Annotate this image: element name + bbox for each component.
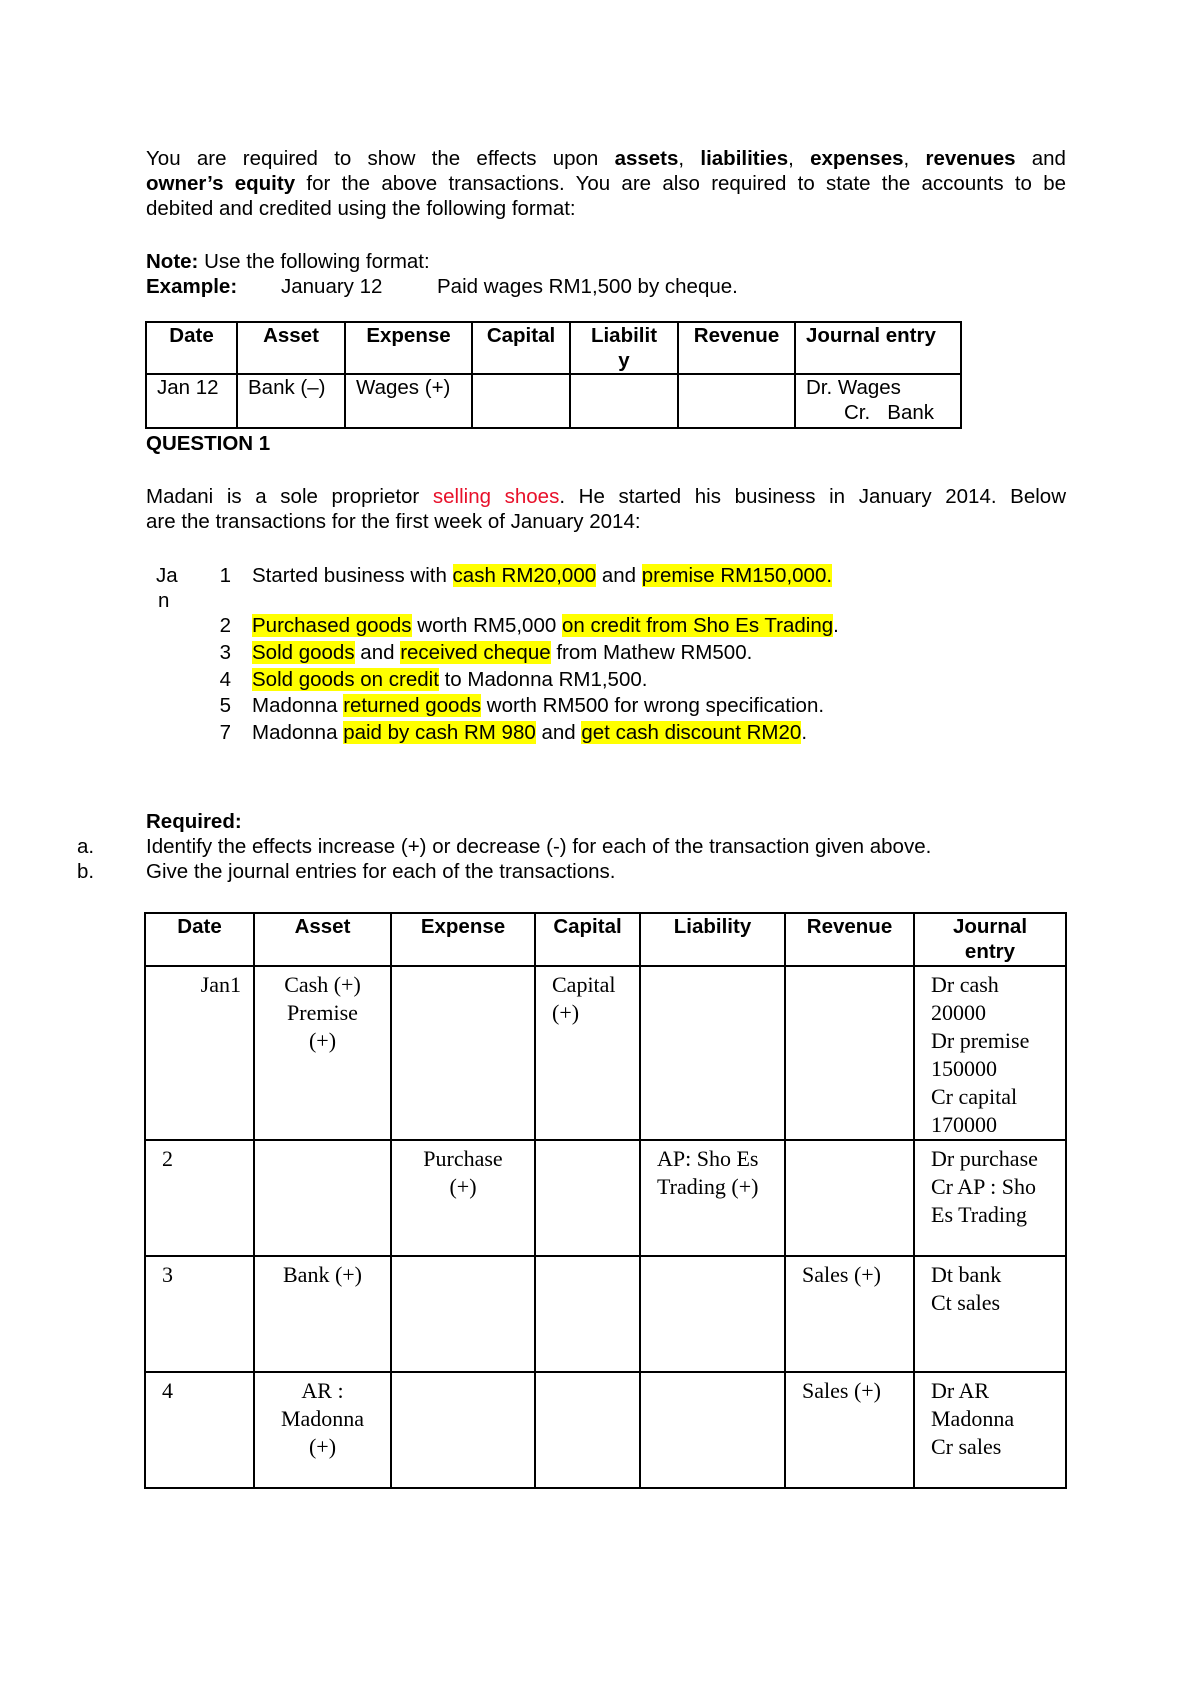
text-run: . (833, 614, 839, 637)
cell-line: Madonna (931, 1406, 1015, 1431)
cell-line: Trading (+) (657, 1174, 759, 1199)
transaction-text (252, 563, 832, 588)
required-marker-b: b. (77, 860, 95, 883)
header-journal-entry: Journal entry (795, 322, 961, 374)
answer-cell-liability (640, 966, 785, 1140)
answer-cell-asset (254, 1140, 391, 1256)
header-liability-text: Liabilit y (590, 324, 658, 372)
answer-table-row (145, 1140, 1066, 1256)
highlighted-text: on credit from Sho Es Trading (561, 614, 834, 637)
text-run: Madonna (252, 721, 344, 744)
answer-header-date: Date (145, 913, 254, 966)
intro-text: You are required to show the effects upon (146, 147, 615, 170)
intro-bold-liabilities: liabilities (700, 147, 789, 170)
cell-line: AR : (301, 1378, 344, 1403)
text-run: from Mathew RM500. (550, 641, 753, 664)
transaction-day: 7 (219, 721, 231, 744)
intro-sep: , (788, 147, 811, 170)
cell-capital (472, 374, 570, 428)
required-item-a (77, 834, 932, 859)
example-date: January 12 (281, 275, 383, 298)
transaction-day: 2 (219, 614, 231, 637)
highlighted-text: Purchased goods (252, 614, 412, 637)
highlighted-text: cash RM20,000 (452, 564, 597, 587)
cell-line: Cr capital (931, 1084, 1018, 1109)
highlighted-text: premise RM150,000. (641, 564, 833, 587)
answer-cell-expense (391, 1256, 535, 1372)
cell-line: Dr AR (931, 1378, 990, 1403)
cell-line: 2 (162, 1146, 173, 1171)
transaction-day: 5 (219, 694, 231, 717)
cell-line: Dr purchase (931, 1146, 1038, 1171)
text-run: to Madonna RM1,500. (438, 668, 648, 691)
header-liability (570, 322, 678, 374)
answer-header-journal-text: Journal entry (952, 915, 1028, 963)
answer-cell-journal (914, 966, 1066, 1140)
cell-line: (+) (449, 1174, 477, 1199)
answer-cell-asset (254, 1372, 391, 1488)
answer-table-body (145, 966, 1066, 1488)
text-run: worth RM5,000 (411, 614, 562, 637)
answer-cell-revenue (785, 1256, 914, 1372)
question-text: . He started his business in January 2014. Below (559, 485, 1067, 508)
question-line-2: are the transactions for the first week of January 2014: (146, 510, 641, 533)
cell-line: (+) (308, 1028, 337, 1053)
required-text-a: Identify the effects increase (+) or decrease (-) for each of the transaction given above. (146, 835, 932, 858)
answer-table-row (145, 966, 1066, 1140)
answer-table-row (145, 1256, 1066, 1372)
intro-bold-owners-equity: owner’s equity (146, 172, 296, 195)
cell-line: Ct sales (931, 1290, 1001, 1315)
text-run: . (801, 721, 808, 744)
answer-header-liability: Liability (640, 913, 785, 966)
cell-line: 20000 (931, 1000, 986, 1025)
cell-line: (+) (552, 1000, 580, 1025)
answer-cell-expense (391, 966, 535, 1140)
note-line (146, 249, 1066, 274)
intro-text: for the above transactions. You are also required to state the accounts to be (295, 172, 1066, 195)
answer-header-asset: Asset (254, 913, 391, 966)
transaction-day: 3 (219, 641, 231, 664)
cell-line: 150000 (931, 1056, 997, 1081)
header-revenue: Revenue (678, 322, 795, 374)
transaction-text (252, 667, 647, 692)
month-label-part-1: Ja (156, 564, 178, 587)
cell-line: Dr cash (931, 972, 999, 997)
answer-header-capital: Capital (535, 913, 640, 966)
transaction-day: 1 (219, 564, 231, 587)
cell-line: Premise (287, 1000, 358, 1025)
answer-cell-revenue (785, 966, 914, 1140)
answer-cell-liability (640, 1140, 785, 1256)
cell-line: Sales (+) (802, 1262, 881, 1287)
required-text-b: Give the journal entries for each of the transactions. (146, 860, 616, 883)
note-label: Note: (146, 250, 199, 273)
answer-cell-revenue (785, 1140, 914, 1256)
transaction-text (252, 720, 807, 745)
answer-cell-liability (640, 1256, 785, 1372)
question-text: Madani is a sole proprietor (146, 485, 433, 508)
cell-line: 4 (162, 1378, 173, 1403)
answer-cell-capital (535, 1140, 640, 1256)
transaction-day: 4 (219, 668, 231, 691)
answer-cell-capital (535, 1372, 640, 1488)
cell-line: Sales (+) (802, 1378, 881, 1403)
text-run: and (535, 721, 582, 744)
cell-line: Jan1 (200, 972, 241, 997)
answer-cell-journal (914, 1372, 1066, 1488)
highlighted-text: received cheque (400, 641, 551, 664)
month-label-part-2: n (158, 589, 170, 612)
transaction-text (252, 693, 824, 718)
cell-line: Cash (+) (284, 972, 361, 997)
answer-cell-date (145, 1256, 254, 1372)
header-asset: Asset (237, 322, 345, 374)
example-table (145, 321, 962, 429)
question-heading: QUESTION 1 (146, 432, 271, 455)
question-red-text: selling shoes (432, 485, 560, 508)
answer-table (144, 912, 1067, 1489)
answer-header-expense: Expense (391, 913, 535, 966)
cell-line: Dr premise (931, 1028, 1030, 1053)
example-table-row (146, 374, 961, 428)
cell-line: Cr sales (931, 1434, 1002, 1459)
intro-sep: , (903, 147, 926, 170)
highlighted-text: get cash discount RM20 (581, 721, 802, 744)
cell-line: 3 (162, 1262, 173, 1287)
answer-cell-expense (391, 1140, 535, 1256)
header-capital: Capital (472, 322, 570, 374)
cell-line: Purchase (423, 1146, 503, 1171)
question-line-1 (146, 484, 1066, 509)
transaction-text (252, 640, 752, 665)
answer-cell-date (145, 966, 254, 1140)
intro-line-2 (146, 171, 1066, 196)
cell-revenue (678, 374, 795, 428)
cell-line: Madonna (280, 1406, 365, 1431)
example-text: Paid wages RM1,500 by cheque. (437, 275, 738, 298)
answer-header-revenue: Revenue (785, 913, 914, 966)
intro-bold-revenues: revenues (925, 147, 1016, 170)
intro-sep: , (678, 147, 701, 170)
cell-asset: Bank (–) (237, 374, 345, 428)
highlighted-text: Sold goods on credit (252, 668, 439, 691)
intro-bold-expenses: expenses (810, 147, 904, 170)
intro-bold-assets: assets (614, 147, 679, 170)
text-run: Started business with (252, 564, 453, 587)
answer-cell-capital (535, 1256, 640, 1372)
required-item-b (77, 859, 616, 884)
answer-cell-date (145, 1140, 254, 1256)
answer-cell-revenue (785, 1372, 914, 1488)
example-label: Example: (146, 275, 238, 298)
text-run: and (596, 564, 642, 587)
intro-line-3: debited and credited using the following format: (146, 197, 576, 220)
answer-cell-date (145, 1372, 254, 1488)
text-run: Madonna (252, 694, 344, 717)
cell-line: Dt bank (931, 1262, 1002, 1287)
example-line (146, 274, 1066, 299)
cell-line: Bank (+) (283, 1262, 362, 1287)
cell-line: Capital (552, 972, 616, 997)
cell-line: (+) (308, 1434, 337, 1459)
cell-journal (795, 374, 961, 428)
cell-expense: Wages (+) (345, 374, 472, 428)
required-heading: Required: (146, 810, 242, 833)
answer-cell-journal (914, 1256, 1066, 1372)
answer-cell-capital (535, 966, 640, 1140)
intro-line-1 (146, 146, 1066, 171)
text-run: and (354, 641, 401, 664)
answer-cell-expense (391, 1372, 535, 1488)
cell-date: Jan 12 (146, 374, 237, 428)
cell-line: Cr AP : Sho (931, 1174, 1036, 1199)
header-expense: Expense (345, 322, 472, 374)
answer-cell-liability (640, 1372, 785, 1488)
answer-table-row (145, 1372, 1066, 1488)
cell-liability (570, 374, 678, 428)
journal-debit: Dr. Wages (806, 376, 901, 399)
highlighted-text: paid by cash RM 980 (343, 721, 536, 744)
transaction-text (252, 613, 839, 638)
answer-cell-journal (914, 1140, 1066, 1256)
answer-cell-asset (254, 1256, 391, 1372)
answer-table-header (145, 913, 1066, 966)
text-run: worth RM500 for wrong specification. (481, 694, 825, 717)
cell-line: Es Trading (931, 1202, 1027, 1227)
note-text: Use the following format: (198, 250, 430, 273)
journal-credit: Cr. Bank (844, 401, 935, 424)
highlighted-text: Sold goods (252, 641, 355, 664)
highlighted-text: returned goods (343, 694, 482, 717)
answer-cell-asset (254, 966, 391, 1140)
cell-line: 170000 (931, 1112, 997, 1137)
header-date: Date (146, 322, 237, 374)
cell-line: AP: Sho Es (657, 1146, 759, 1171)
intro-text: and (1015, 147, 1066, 170)
example-table-header (146, 322, 961, 374)
month-label (156, 563, 178, 613)
required-marker-a: a. (77, 835, 95, 858)
answer-header-journal (914, 913, 1066, 966)
